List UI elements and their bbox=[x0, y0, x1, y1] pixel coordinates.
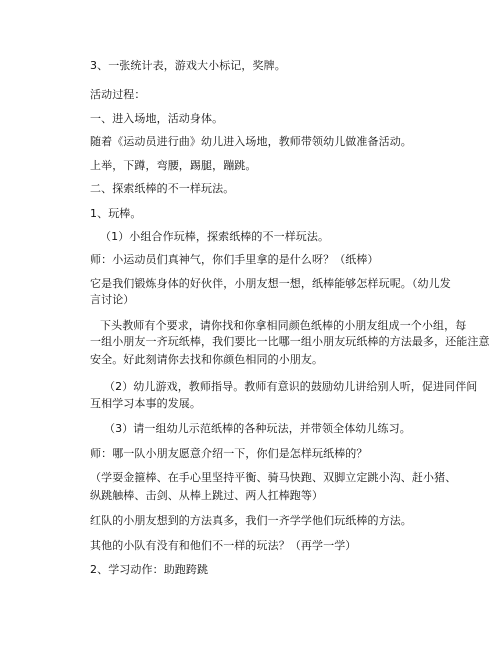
text-line-demonstration: （3）请一组幼儿示范纸棒的各种玩法，并带领全体幼儿练习。 bbox=[104, 422, 411, 435]
text-line-children-game-2: 互相学习本事的发展。 bbox=[90, 397, 201, 410]
text-line-group-cooperation: （1）小组合作玩棒，探索纸棒的不一样玩法。 bbox=[100, 230, 330, 243]
text-line-teacher-request-2: 一组小朋友一齐玩纸棒，我们要比一比哪一组小朋友玩纸棒的方法最多，还能注意 bbox=[90, 335, 490, 348]
text-line-process-heading: 活动过程： bbox=[90, 88, 146, 101]
text-line-children-game-1: （2）幼儿游戏，教师指导。教师有意识的鼓励幼儿讲给别人听，促进同伴间 bbox=[104, 380, 478, 393]
text-line-play-stick: 1、玩棒。 bbox=[90, 207, 142, 220]
text-line-section-one: 一、进入场地，活动身体。 bbox=[90, 112, 224, 125]
text-line-good-partner: 它是我们锻炼身体的好伙伴，小朋友想一想，纸棒能够怎样玩呢。（幼儿发 bbox=[90, 277, 451, 290]
text-line-teacher-question: 师：小运动员们真神气，你们手里拿的是什么呀？（纸棒） bbox=[90, 253, 379, 266]
text-line-learn-action: 2、学习动作：助跑跨跳 bbox=[90, 563, 209, 576]
text-line-which-team: 师：哪一队小朋友愿意介绍一下，你们是怎样玩纸棒的？ bbox=[90, 447, 368, 460]
text-line-other-teams: 其他的小队有没有和他们不一样的玩法？（再学一学） bbox=[90, 539, 357, 552]
text-line-red-team: 红队的小朋友想到的方法真多，我们一齐学学他们玩纸棒的方法。 bbox=[90, 514, 412, 527]
text-line-section-two: 二、探索纸棒的不一样玩法。 bbox=[90, 182, 235, 195]
text-line-movements: 上举，下蹲，弯腰，踢腿，蹦跳。 bbox=[90, 159, 257, 172]
text-line-warmup: 随着《运动员进行曲》幼儿进入场地，教师带领幼儿做准备活动。 bbox=[90, 135, 412, 148]
text-line-teacher-request-1: 下头教师有个要求，请你找和你拿相同颜色纸棒的小朋友组成一个小组，每 bbox=[100, 319, 467, 332]
text-line-methods-1: （学耍金箍棒、在手心里坚持平衡、骑马快跑、双脚立定跳小沟、赶小猪、 bbox=[90, 471, 457, 484]
text-line-teacher-request-3: 安全。好此刻请你去找和你颜色相同的小朋友。 bbox=[90, 353, 324, 366]
text-line-materials: 3、一张统计表，游戏大小标记，奖牌。 bbox=[90, 59, 286, 72]
text-line-discussion: 言讨论） bbox=[90, 293, 135, 306]
text-line-methods-2: 纵跳触棒、击剑、从棒上跳过、两人扛棒跑等） bbox=[90, 489, 324, 502]
